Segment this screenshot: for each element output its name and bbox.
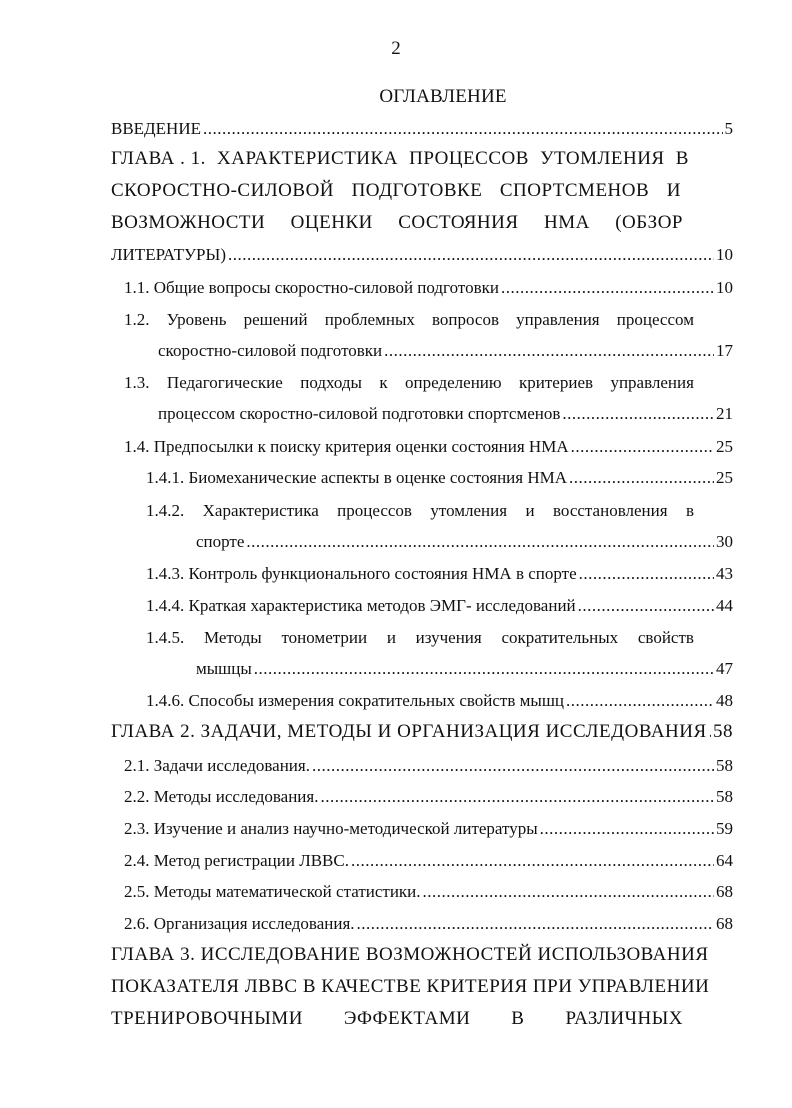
toc-entry-2-6[interactable] — [124, 913, 733, 935]
dot-leader — [569, 467, 714, 489]
word: СОСТОЯНИЯ — [398, 212, 519, 233]
toc-entry-1-4-2-line1[interactable] — [146, 500, 694, 522]
word: критериев — [519, 373, 594, 392]
toc-entry-1-4-4[interactable] — [146, 595, 733, 617]
toc-chapter1-line4[interactable] — [111, 244, 733, 266]
entry-text: 2.2. Методы исследования. — [124, 787, 319, 806]
dot-leader — [312, 755, 714, 777]
entry-text: ЛИТЕРАТУРЫ) — [111, 245, 226, 264]
entry-page: 48 — [716, 691, 733, 710]
word: ГЛАВА . 1. — [111, 148, 206, 169]
word: и — [386, 628, 396, 647]
word: И — [666, 180, 681, 201]
toc-entry-1-2-line2[interactable] — [158, 340, 733, 362]
word: к — [379, 373, 388, 392]
entry-page: 59 — [716, 819, 733, 838]
entry-text: 1.4.4. Краткая характеристика методов ЭМГ- исследований — [146, 596, 576, 615]
entry-page: 64 — [716, 851, 733, 870]
word: СПОРТСМЕНОВ — [499, 180, 650, 201]
entry-text: 2.5. Методы математической статистики. — [124, 882, 421, 901]
word: определению — [405, 373, 502, 392]
word: 1.2. — [124, 310, 150, 329]
word: В — [675, 148, 689, 169]
toc-entry-1-4[interactable] — [124, 436, 733, 458]
entry-text: процессом скоростно-силовой подготовки спортсменов — [158, 404, 561, 423]
toc-chapter2[interactable] — [111, 721, 733, 743]
word: (ОБЗОР — [615, 212, 683, 233]
word: ХАРАКТЕРИСТИКА — [217, 148, 398, 169]
word: 1.4.5. — [146, 628, 185, 647]
entry-text: ПОКАЗАТЕЛЯ ЛВВС В КАЧЕСТВЕ КРИТЕРИЯ ПРИ УПРАВЛЕНИИ — [111, 976, 710, 997]
word: 1.3. — [124, 373, 150, 392]
dot-leader — [571, 436, 714, 458]
toc-title: ОГЛАВЛЕНИЕ — [379, 86, 507, 107]
toc-entry-1-3-line2[interactable] — [158, 403, 733, 425]
entry-text: спорте — [196, 532, 245, 551]
entry-page: 58 — [713, 721, 733, 742]
toc-entry-2-1[interactable] — [124, 755, 733, 777]
toc-entry-introduction[interactable] — [111, 118, 733, 140]
entry-page: 44 — [716, 596, 733, 615]
word: в — [685, 501, 694, 520]
dot-leader — [579, 563, 714, 585]
entry-text: мышцы — [196, 659, 252, 678]
toc-entry-1-4-3[interactable] — [146, 563, 733, 585]
dot-leader — [228, 244, 714, 266]
toc-chapter1-line3[interactable] — [111, 212, 683, 234]
word: подходы — [300, 373, 362, 392]
entry-page: 10 — [716, 245, 733, 264]
word: изучения — [415, 628, 482, 647]
entry-text: 2.1. Задачи исследования. — [124, 756, 310, 775]
entry-page: 58 — [716, 756, 733, 775]
toc-entry-1-4-2-line2[interactable] — [196, 531, 733, 553]
dot-leader — [540, 818, 714, 840]
entry-text: 1.1. Общие вопросы скоростно-силовой подготовки — [124, 278, 499, 297]
toc-chapter3-line3[interactable] — [111, 1008, 683, 1030]
word: вопросов — [432, 310, 500, 329]
entry-page: 25 — [716, 437, 733, 456]
dot-leader — [709, 721, 711, 743]
word: 1.4.2. — [146, 501, 185, 520]
page-number: 2 — [391, 38, 401, 59]
dot-leader — [246, 531, 714, 553]
entry-page: 68 — [716, 882, 733, 901]
entry-page: 68 — [716, 914, 733, 933]
entry-page: 17 — [716, 341, 733, 360]
toc-entry-1-4-5-line1[interactable] — [146, 627, 694, 649]
entry-page: 5 — [724, 119, 733, 138]
word: тонометрии — [281, 628, 368, 647]
word: Педагогические — [166, 373, 283, 392]
word: НМА — [543, 212, 590, 233]
entry-page: 43 — [716, 564, 733, 583]
toc-entry-2-2[interactable] — [124, 786, 733, 808]
word: управления — [610, 373, 694, 392]
toc-chapter3-line1[interactable] — [111, 944, 711, 966]
toc-entry-1-4-1[interactable] — [146, 467, 733, 489]
toc-entry-1-2-line1[interactable] — [124, 309, 694, 331]
word: ПРОЦЕССОВ — [409, 148, 529, 169]
entry-page: 21 — [716, 404, 733, 423]
entry-text: скоростно-силовой подготовки — [158, 341, 383, 360]
dot-leader — [501, 277, 714, 299]
entry-page: 25 — [716, 468, 733, 487]
entry-text: 1.4.3. Контроль функционального состояния НМА в спорте — [146, 564, 577, 583]
word: УТОМЛЕНИЯ — [540, 148, 665, 169]
word: ЭФФЕКТАМИ — [343, 1008, 471, 1029]
dot-leader — [423, 881, 714, 903]
entry-page: 10 — [716, 278, 733, 297]
dot-leader — [351, 850, 714, 872]
word: процессом — [616, 310, 694, 329]
entry-text: 1.4.1. Биомеханические аспекты в оценке состояния НМА — [146, 468, 568, 487]
word: В — [511, 1008, 525, 1029]
word: Уровень — [166, 310, 227, 329]
entry-text: ГЛАВА 3. ИССЛЕДОВАНИЕ ВОЗМОЖНОСТЕЙ ИСПОЛЬЗОВАНИЯ — [111, 944, 709, 965]
toc-entry-1-4-6[interactable] — [146, 690, 733, 712]
word: восстановления — [552, 501, 668, 520]
dot-leader — [566, 690, 714, 712]
dot-leader — [254, 658, 714, 680]
word: проблемных — [324, 310, 415, 329]
word: сократительных — [501, 628, 619, 647]
entry-page: 47 — [716, 659, 733, 678]
toc-chapter3-line2[interactable] — [111, 976, 711, 998]
entry-page: 58 — [716, 787, 733, 806]
word: и — [525, 501, 535, 520]
toc-entry-1-1[interactable] — [124, 277, 733, 299]
toc-chapter1-line1[interactable] — [111, 148, 689, 170]
word: ПОДГОТОВКЕ — [351, 180, 483, 201]
word: управления — [516, 310, 600, 329]
word: Методы — [203, 628, 262, 647]
word: ОЦЕНКИ — [290, 212, 373, 233]
toc-entry-2-3[interactable] — [124, 818, 733, 840]
entry-text: 2.3. Изучение и анализ научно-методической литературы — [124, 819, 538, 838]
toc-entry-2-5[interactable] — [124, 881, 733, 903]
entry-text: ГЛАВА 2. ЗАДАЧИ, МЕТОДЫ И ОРГАНИЗАЦИЯ ИССЛЕДОВАНИЯ — [111, 721, 707, 742]
word: Характеристика — [202, 501, 319, 520]
dot-leader — [562, 403, 714, 425]
word: ВОЗМОЖНОСТИ — [111, 212, 266, 233]
entry-text: 2.4. Метод регистрации ЛВВС. — [124, 851, 349, 870]
entry-text: 1.4. Предпосылки к поиску критерия оценки состояния НМА — [124, 437, 569, 456]
toc-entry-1-3-line1[interactable] — [124, 372, 694, 394]
toc-entry-2-4[interactable] — [124, 850, 733, 872]
toc-entry-1-4-5-line2[interactable] — [196, 658, 733, 680]
word: решений — [243, 310, 308, 329]
dot-leader — [578, 595, 714, 617]
dot-leader — [384, 340, 714, 362]
entry-text: 2.6. Организация исследования. — [124, 914, 355, 933]
dot-leader — [357, 913, 714, 935]
word: свойств — [637, 628, 694, 647]
word: ТРЕНИРОВОЧНЫМИ — [111, 1008, 303, 1029]
word: РАЗЛИЧНЫХ — [565, 1008, 683, 1029]
dot-leader — [320, 786, 714, 808]
dot-leader — [203, 118, 723, 140]
word: утомления — [430, 501, 508, 520]
word: процессов — [337, 501, 412, 520]
entry-page: 30 — [716, 532, 733, 551]
entry-text: ВВЕДЕНИЕ — [111, 119, 201, 138]
word: СКОРОСТНО-СИЛОВОЙ — [111, 180, 335, 201]
toc-chapter1-line2[interactable] — [111, 180, 681, 202]
entry-text: 1.4.6. Способы измерения сократительных свойств мышц — [146, 691, 565, 710]
